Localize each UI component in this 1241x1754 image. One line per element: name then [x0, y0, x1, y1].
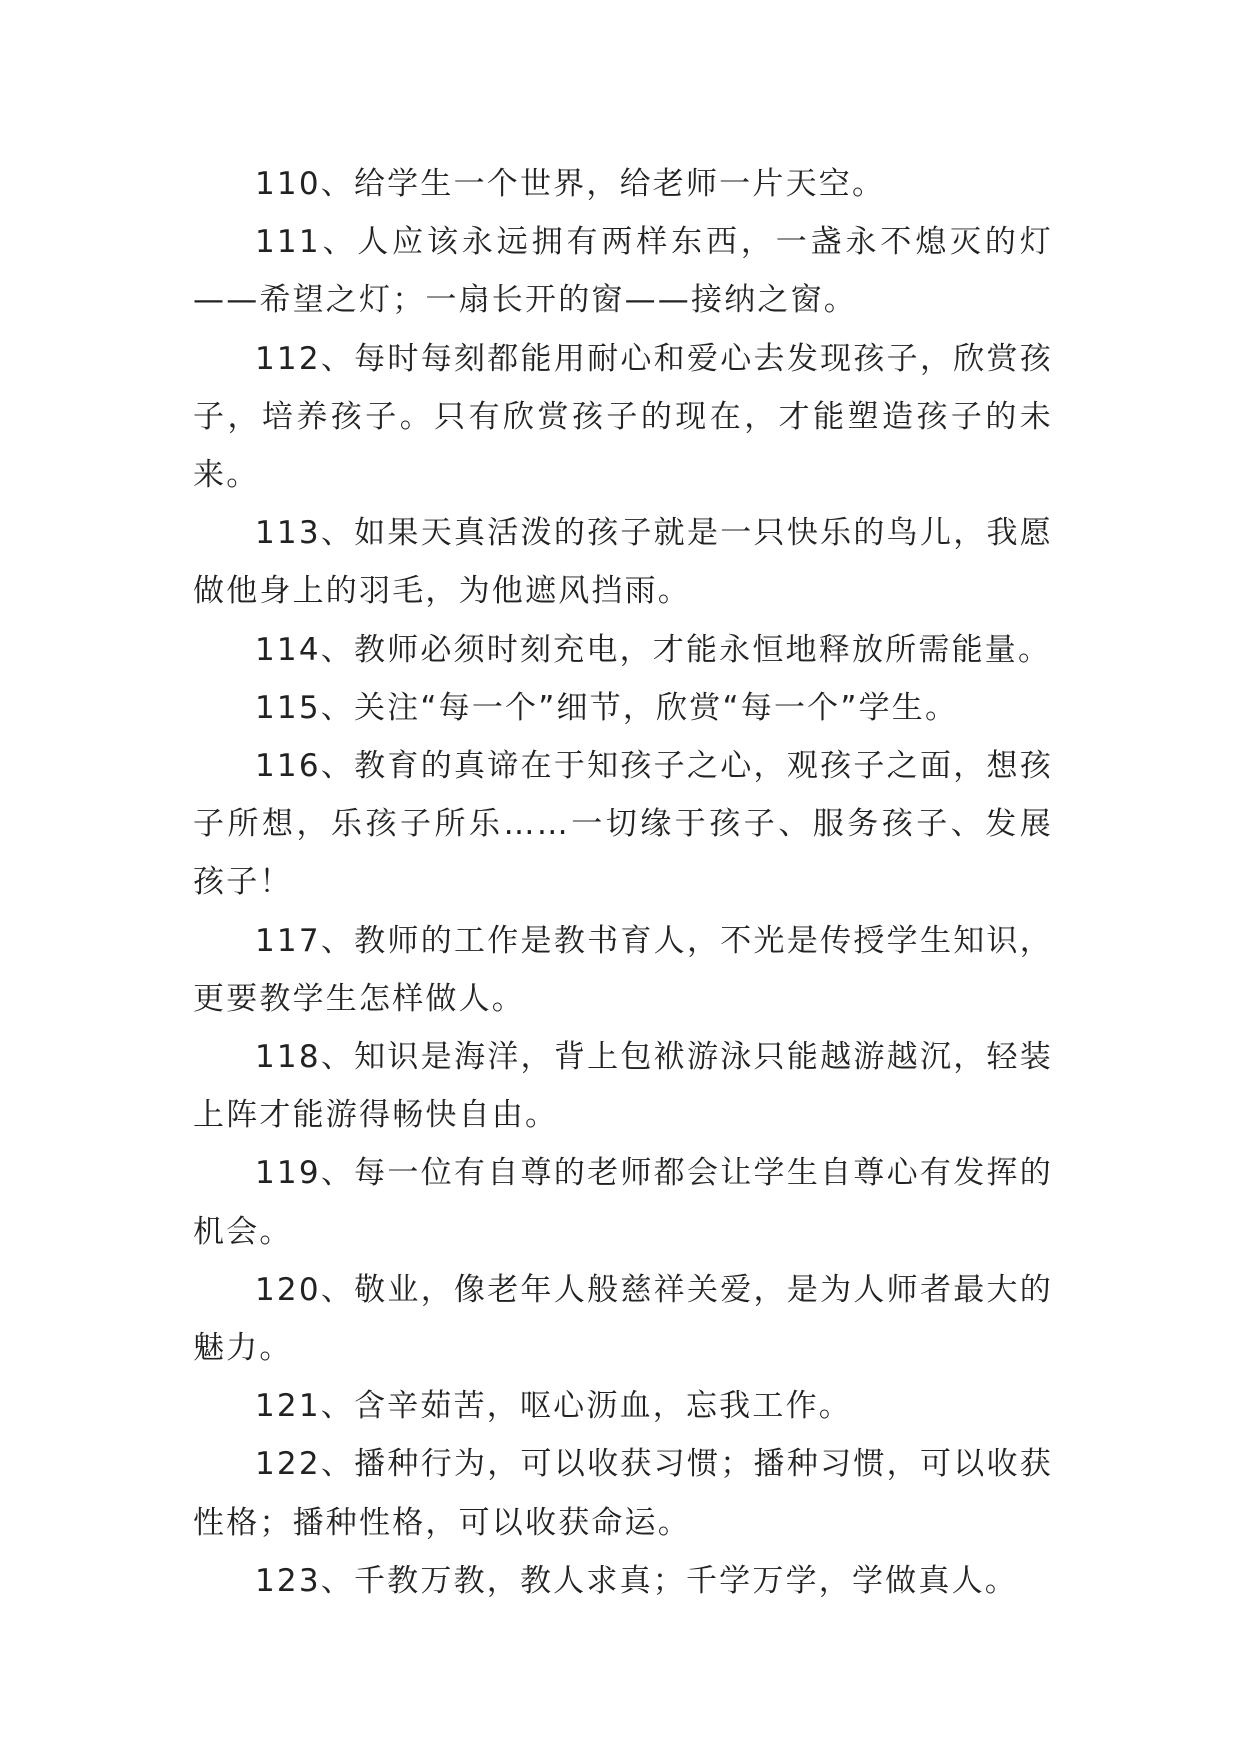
paragraph-112: 112、每时每刻都能用耐心和爱心去发现孩子，欣赏孩子，培养孩子。只有欣赏孩子的现在，才能塑造孩子的未来。 — [193, 340, 1053, 494]
paragraph-110: 110、给学生一个世界，给老师一片天空。 — [255, 166, 886, 202]
paragraph-114: 114、教师必须时刻充电，才能永恒地释放所需能量。 — [255, 631, 1052, 668]
paragraph-117: 117、教师的工作是教书育人，不光是传授学生知识，更要教学生怎样做人。 — [193, 922, 1053, 1017]
paragraph-122: 122、播种行为，可以收获习惯；播种习惯，可以收获性格；播种性格，可以收获命运。 — [193, 1446, 1053, 1541]
paragraph-116: 116、教育的真谛在于知孩子之心，观孩子之面，想孩子所想，乐孩子所乐……一切缘于孩子、服务孩子、发展孩子！ — [193, 748, 1053, 901]
paragraph-121: 121、含辛茹苦，呕心沥血，忘我工作。 — [255, 1388, 852, 1425]
document-body — [193, 155, 1053, 1610]
paragraph-113: 113、如果天真活泼的孩子就是一只快乐的鸟儿，我愿做他身上的羽毛，为他遮风挡雨。 — [193, 515, 1053, 610]
paragraph-120: 120、敬业，像老年人般慈祥关爱，是为人师者最大的魅力。 — [193, 1271, 1053, 1367]
paragraph-115: 115、关注“每一个”细节，欣赏“每一个”学生。 — [255, 689, 959, 726]
paragraph-119: 119、每一位有自尊的老师都会让学生自尊心有发挥的机会。 — [193, 1155, 1053, 1250]
paragraph-123: 123、千教万教，教人求真；千学万学，学做真人。 — [255, 1562, 1018, 1599]
paragraph-111: 111、人应该永远拥有两样东西，一盏永不熄灭的灯——希望之灯；一扇长开的窗——接纳之窗。 — [193, 224, 1053, 319]
paragraph-118: 118、知识是海洋，背上包袱游泳只能越游越沉，轻装上阵才能游得畅快自由。 — [193, 1039, 1053, 1134]
